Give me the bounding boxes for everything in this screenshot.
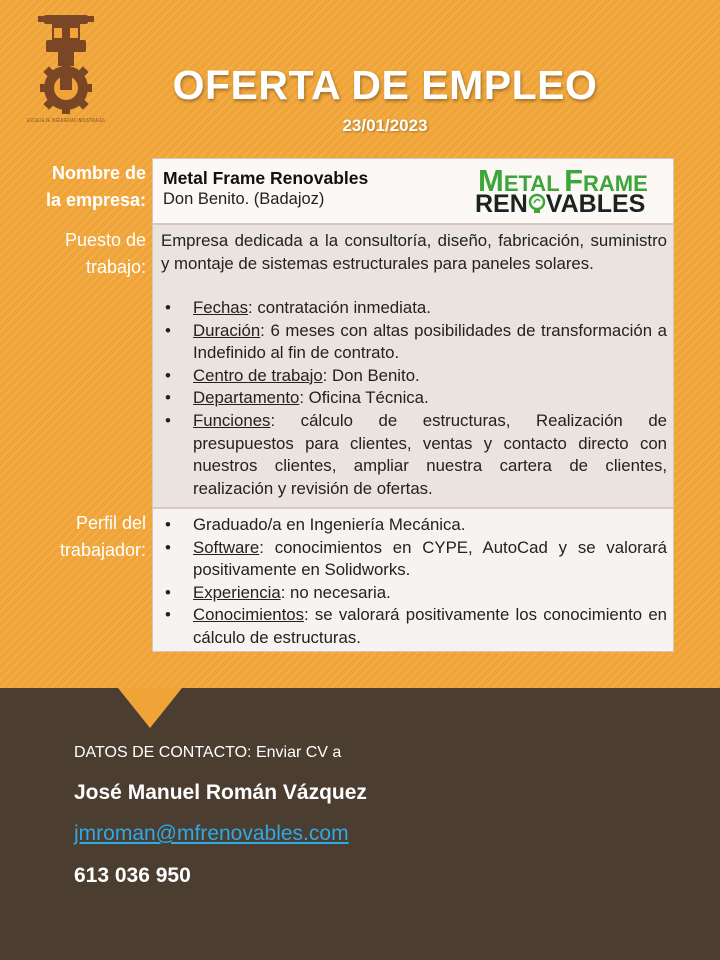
company-label: Nombre de la empresa:	[45, 163, 146, 210]
list-item: • Graduado/a en Ingeniería Mecánica.	[161, 514, 667, 537]
job-description: Empresa dedicada a la consultoría, diseño, fabricación, suministro y montaje de sistemas estructurales para paneles solares.	[161, 231, 667, 273]
job-label: Puesto de trabajo:	[64, 230, 146, 277]
list-item: • Funciones: cálculo de estructuras, Realización de presupuestos para clientes, ventas y contacto directo con nuestros clientes, ampliar nuestra cartera de clientes, realización y revisión de ofertas.	[161, 410, 667, 500]
lightbulb-icon	[528, 194, 546, 214]
profile-box	[152, 508, 674, 652]
profile-label: Perfil del trabajador:	[59, 513, 146, 560]
contact-phone: 613 036 950	[74, 864, 191, 887]
list-item: • Departamento: Oficina Técnica.	[161, 387, 667, 410]
list-item: • Experiencia: no necesaria.	[161, 582, 667, 605]
profile-list	[161, 514, 667, 650]
job-details-list	[161, 297, 667, 500]
offer-date: 23/01/2023	[342, 116, 428, 135]
contact-email-link[interactable]: jmroman@mfrenovables.com	[74, 822, 349, 845]
list-item: • Conocimientos: se valorará positivamente los conocimiento en cálculo de estructuras.	[161, 604, 667, 649]
company-name: Metal Frame Renovables	[163, 168, 369, 188]
school-logo	[26, 12, 148, 144]
contact-label: DATOS DE CONTACTO: Enviar CV a	[74, 744, 342, 761]
speech-notch	[118, 688, 182, 728]
list-item: • Duración: 6 meses con altas posibilidades de transformación a Indefinido al fin de contrato.	[161, 320, 667, 365]
list-item: • Fechas: contratación inmediata.	[161, 297, 667, 320]
metal-frame-logo: METAL FRAME REN VABLES	[475, 163, 648, 218]
company-location: Don Benito. (Badajoz)	[163, 190, 325, 208]
job-box	[152, 224, 674, 508]
company-box	[152, 158, 674, 224]
page-title: OFERTA DE EMPLEO	[172, 62, 598, 108]
contact-name: José Manuel Román Vázquez	[74, 781, 367, 804]
list-item: • Centro de trabajo: Don Benito.	[161, 365, 667, 388]
list-item: • Software: conocimientos en CYPE, AutoCad y se valorará positivamente en Solidworks.	[161, 537, 667, 582]
school-logo-text: ESCUELA DE INGENIERÍAS INDUSTRIALES	[27, 118, 148, 124]
